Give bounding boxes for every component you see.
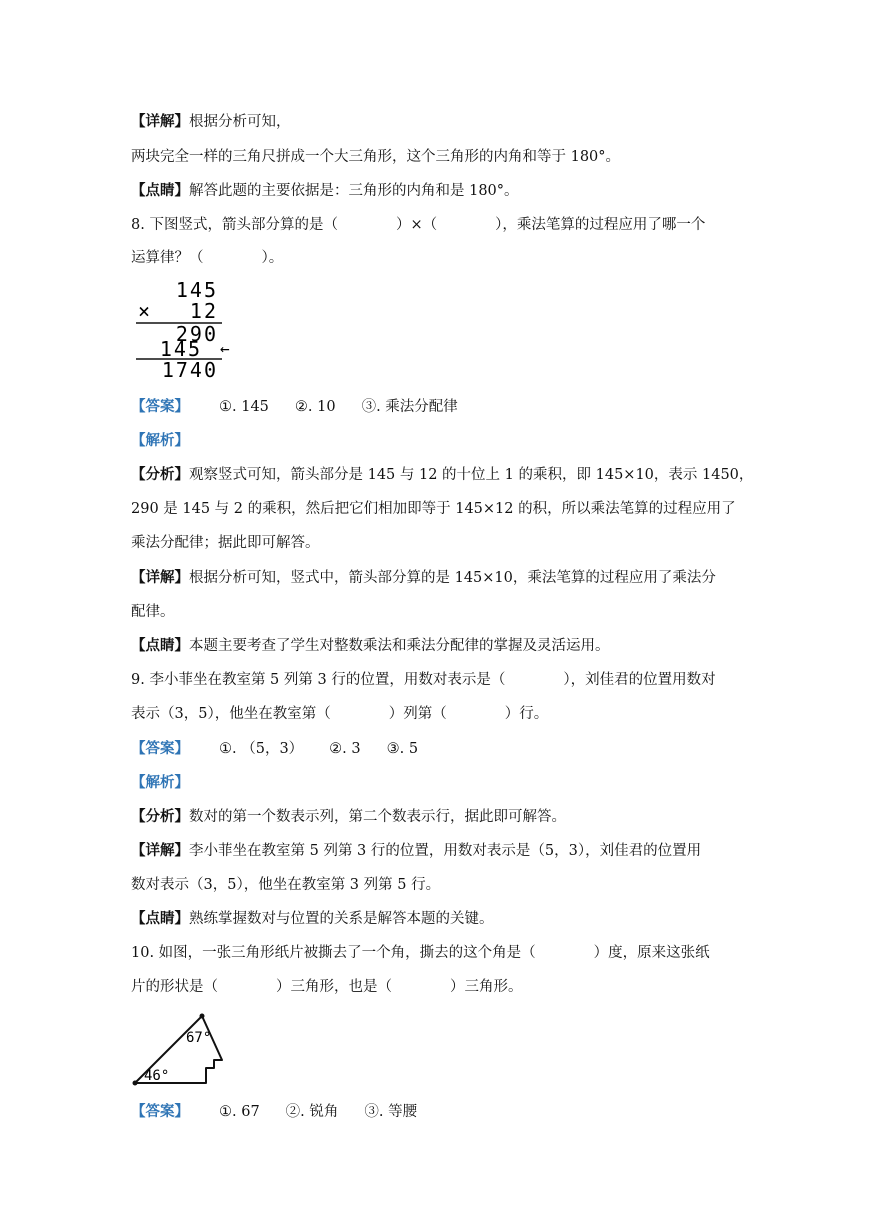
- answer-2: ②. 锐角: [285, 1104, 339, 1120]
- point-text: 熟练掌握数对与位置的关系是解答本题的关键。: [189, 911, 494, 927]
- q8-detail-line2: 配律。: [131, 604, 175, 620]
- q8-question-line1: 8. 下图竖式，箭头部分算的是（ ）×（ ），乘法笔算的过程应用了哪一个: [131, 217, 706, 233]
- answer-1: ①. （5，3）: [219, 741, 304, 757]
- analysis-tag: 【解析】: [131, 432, 189, 449]
- calc-row4: 145: [159, 337, 202, 361]
- answer-tag: 【答案】: [131, 398, 189, 415]
- detail-text: 根据分析可知，竖式中，箭头部分算的是 145×10，乘法笔算的过程应用了乘法分: [189, 570, 716, 586]
- q8-fenxi-line2: 290 是 145 与 2 的乘积，然后把它们相加即等于 145×12 的积，所以乘法笔算的过程应用了: [131, 501, 736, 517]
- answer-3: ③. 乘法分配律: [361, 399, 458, 415]
- point-text: 解答此题的主要依据是：三角形的内角和是 180°。: [189, 183, 519, 199]
- q7-detail-line2: 两块完全一样的三角尺拼成一个大三角形，这个三角形的内角和等于 180°。: [131, 149, 621, 165]
- calc-row5: 1740: [161, 358, 218, 382]
- q9-question-line2: 表示（3，5），他坐在教室第（ ）列第（ ）行。: [131, 706, 549, 722]
- angle-left-label: 46°: [144, 1068, 170, 1084]
- answer-1: ①. 67: [219, 1104, 260, 1120]
- answer-tag: 【答案】: [131, 1103, 189, 1120]
- calc-arrow-icon: ←: [220, 339, 230, 358]
- answer-2: ②. 3: [329, 741, 361, 757]
- q8-fenxi: [131, 466, 753, 484]
- q10-answer: [131, 1103, 443, 1121]
- point-tag: 【点睛】: [131, 637, 189, 654]
- vertical-multiplication-figure: [128, 278, 258, 383]
- vertex-top: [200, 1014, 205, 1019]
- q9-question-line1: 9. 李小菲坐在教室第 5 列第 3 行的位置，用数对表示是（ ），刘佳君的位置用数对: [131, 672, 716, 688]
- q9-detail: [131, 842, 701, 860]
- fenxi-tag: 【分析】: [131, 808, 189, 825]
- detail-tag: 【详解】: [131, 842, 189, 859]
- q9-point: [131, 910, 494, 928]
- detail-tag: 【详解】: [131, 113, 189, 130]
- fenxi-text: 观察竖式可知，箭头部分是 145 与 12 的十位上 1 的乘积，即 145×10，表示 1450，: [189, 467, 754, 483]
- q7-detail: [131, 113, 291, 131]
- detail-text: 根据分析可知，: [189, 114, 291, 130]
- q7-point: [131, 182, 519, 200]
- q8-point: [131, 637, 610, 655]
- calc-times-sign: ×: [138, 299, 151, 323]
- q9-fenxi: [131, 808, 566, 826]
- calc-row2: 12: [189, 299, 218, 323]
- detail-text: 李小菲坐在教室第 5 列第 3 行的位置，用数对表示是（5，3），刘佳君的位置用: [189, 843, 702, 859]
- detail-tag: 【详解】: [131, 569, 189, 586]
- q8-answer: [131, 398, 484, 416]
- q10-question-line1: 10. 如图，一张三角形纸片被撕去了一个角，撕去的这个角是（ ）度，原来这张纸: [131, 945, 710, 961]
- answer-tag: 【答案】: [131, 740, 189, 757]
- fenxi-tag: 【分析】: [131, 466, 189, 483]
- answer-3: ③. 5: [386, 741, 419, 757]
- analysis-tag: 【解析】: [131, 774, 189, 791]
- q9-detail-line2: 数对表示（3，5），他坐在教室第 3 列第 5 行。: [131, 877, 441, 893]
- answer-1: ①. 145: [219, 399, 269, 415]
- answer-2: ②. 10: [294, 399, 336, 415]
- q8-fenxi-line3: 乘法分配律；据此即可解答。: [131, 535, 320, 551]
- point-text: 本题主要考查了学生对整数乘法和乘法分配律的掌握及灵活运用。: [189, 638, 610, 654]
- q10-question-line2: 片的形状是（ ）三角形，也是（ ）三角形。: [131, 979, 523, 995]
- fenxi-text: 数对的第一个数表示列，第二个数表示行，据此即可解答。: [189, 809, 566, 825]
- answer-3: ③. 等腰: [364, 1104, 418, 1120]
- torn-triangle-figure: [130, 1008, 230, 1088]
- calc-row1: 145: [175, 278, 218, 302]
- q8-question-line2: 运算律？（ ）。: [131, 250, 284, 266]
- point-tag: 【点睛】: [131, 182, 189, 199]
- calc-row3: 290: [175, 322, 218, 346]
- vertex-left: [133, 1081, 138, 1086]
- q8-analysis-tag: [131, 432, 189, 450]
- point-tag: 【点睛】: [131, 910, 189, 927]
- q9-answer: [131, 740, 444, 758]
- q8-detail: [131, 569, 716, 587]
- q9-analysis-tag: [131, 774, 189, 792]
- angle-top-label: 67°: [186, 1030, 212, 1046]
